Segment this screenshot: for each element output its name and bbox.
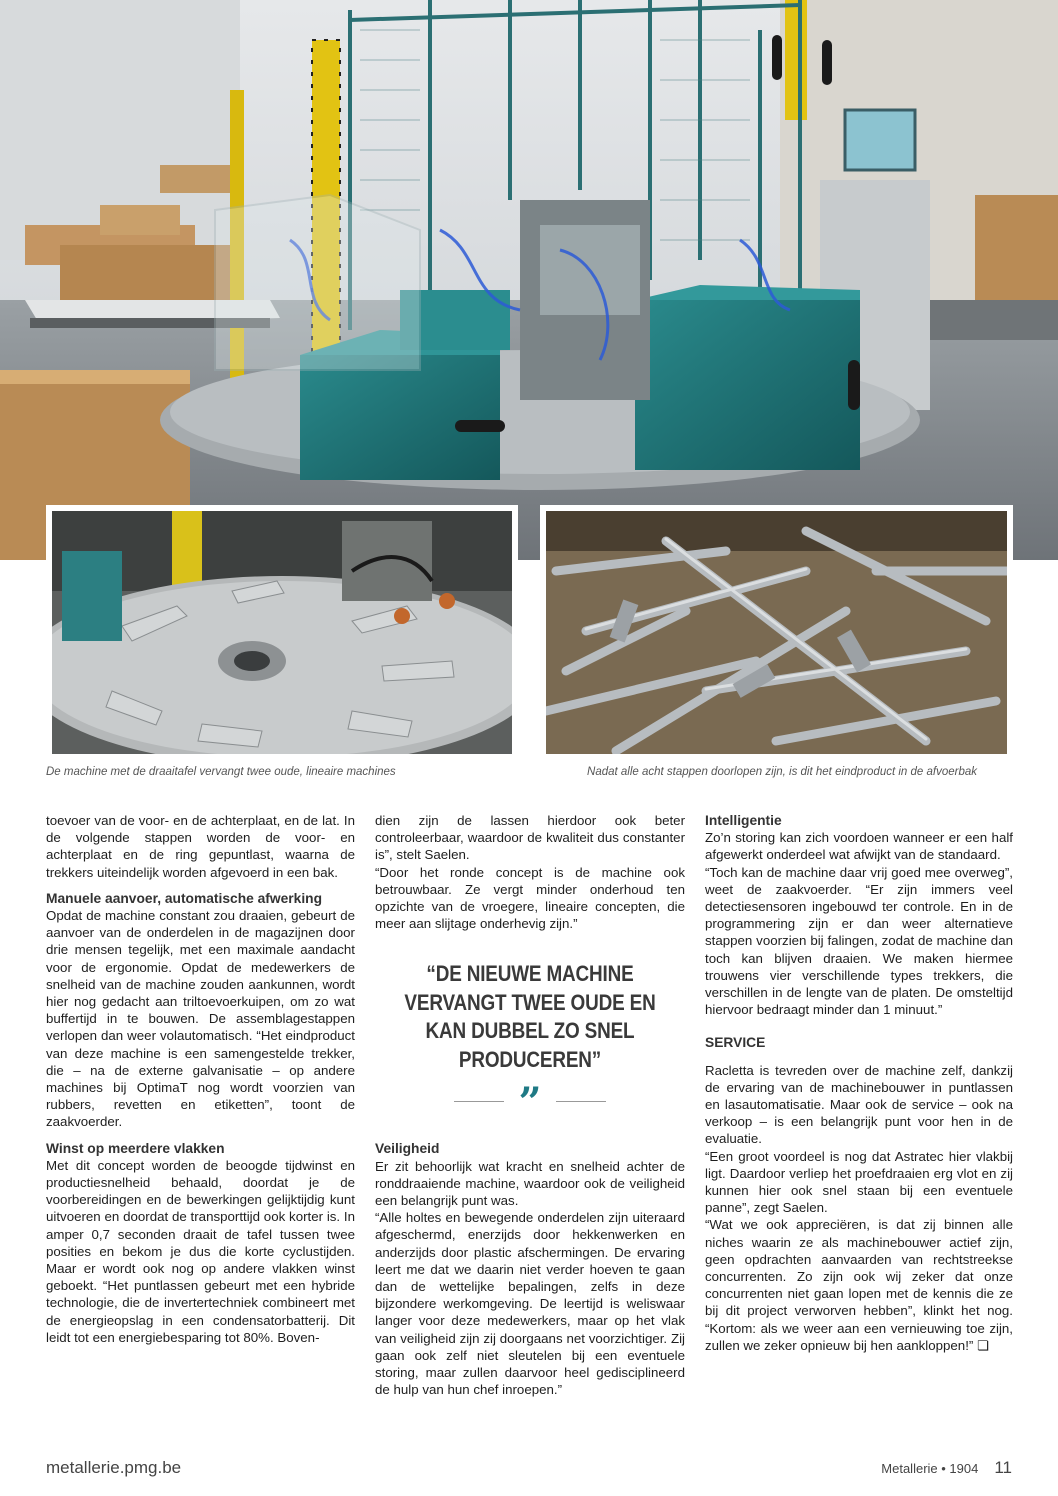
spacer	[46, 881, 355, 890]
paragraph: Er zit behoorlijk wat kracht en snelheid achter de ronddraaiende machine, waardoor ook de veiligheid een belangrijk punt was.	[375, 1158, 685, 1209]
article-column-1	[46, 812, 355, 1346]
photo-rotary-table	[46, 505, 518, 760]
photo-end-product-bin	[540, 505, 1013, 760]
paragraph: Zo’n storing kan zich voordoen wanneer er een half afgewerkt onderdeel wat afwijkt van de standaard.	[705, 830, 1013, 863]
hero-photo-illustration	[0, 0, 1058, 560]
paragraph: Opdat de machine constant zou draaien, gebeurt de aanvoer van de onderdelen in de magazijnen door drie mensen tegelijk, met een maximale aandacht voor de ergonomie. Opdat de medewerkers de snelheid van de machine zouden aankunnen, wordt hier nog gedacht aan triltoevoerkuipen, om zo wat buffertijd in te bouwen. De assemblagestappen verlopen dan weer volautomatisch. “Het eindproduct van deze machine is een samengestelde trekker, die – na de externe galvanisatie – op andere machines bij OptimaT nog wordt voorzien van rubbers, revetten en etiketten”, toont de zaakvoerder.	[46, 908, 355, 1130]
pull-quote: “DE NIEUWE MACHINE VERVANGT TWEE OUDE EN KAN DUBBEL ZO SNEL PRODUCEREN”	[404, 961, 656, 1072]
footer-website-link[interactable]: metallerie.pmg.be	[46, 1458, 182, 1477]
end-mark-icon: ❏	[977, 1337, 989, 1353]
paragraph: “Toch kan de machine daar vrij goed mee overweg”, weet de zaakvoerder. “Er zijn immers veel detectiesensoren ingebouwd ter controle. En in de programmering zijn er dan weer alternatieve stappen voorzien bij falingen, zodat de machine dan toch kan blijven draaien. We maken hiermee trouwens vier verschillende types trekkers, die verschillen in de lengte van de platen. De omsteltijd hiervoor bedraagt minder dan 1 minuut.”	[705, 864, 1013, 1018]
footer-issue-label: Metallerie • 1904	[881, 1461, 979, 1476]
caption-right: Nadat alle acht stappen doorlopen zijn, is dit het eindproduct in de afvoerbak	[587, 766, 977, 778]
paragraph: “Door het ronde concept is de machine ook betrouwbaar. Ze vergt minder onderhoud ten opzichte van de vroegere, lineaire concepten, die meer aan slijtage onderhevig zijn.”	[375, 864, 685, 932]
paragraph-intro: toevoer van de voor- en de achterplaat, en de lat. In de volgende stappen worden de voor- en achterplaat en de ring gepuntlast, waarna de trekkers uiteindelijk worden afgevoerd in een bak.	[46, 813, 355, 880]
divider	[454, 1101, 504, 1102]
paragraph: dien zijn de lassen hierdoor ook beter controleerbaar, waardoor de kwaliteit dus constanter is”, stelt Saelen.	[375, 813, 685, 863]
subheading-winst: Winst op meerdere vlakken	[46, 1140, 225, 1156]
article-column-2	[375, 812, 685, 1398]
paragraph: “Alle holtes en bewegende onderdelen zijn uiteraard afgeschermd, enerzijds door hekkenwerken en anderzijds door plastic afschermingen. De ervaring leert me dat we daarin niet verder hoeven te gaan dan de wettelijke bepalingen, zelfs in deze bijzondere werkomgeving. De leertijd is weliswaar langer voor deze medewerkers, maar op het vlak van veiligheid zijn zij doorgaans net voorzichtiger. Zij gaan ook zelf niet sleutelen bij een eventuele storing, maar zullen daarvoor heel gedisciplineerd de hulp van hun chef inroepen.”	[375, 1210, 685, 1398]
paragraph-final	[705, 1216, 1013, 1354]
quote-mark-icon: ”	[518, 1079, 542, 1127]
quote-ornament	[375, 1079, 685, 1127]
article-column-3	[705, 812, 1013, 1354]
hero-photo	[0, 0, 1058, 560]
footer-issue	[881, 1458, 1012, 1478]
caption-left: De machine met de draaitafel vervangt twee oude, lineaire machines	[46, 766, 396, 778]
rotary-table-illustration	[52, 511, 512, 754]
page-number: 11	[994, 1458, 1012, 1477]
paragraph: Met dit concept worden de beoogde tijdwinst en productiesnelheid behaald, doordat je de voorbereidingen en de bewerkingen gelijktijdig kunt uitvoeren en doordat de transporttijd ook korter is. In amper 0,7 seconden draait de tafel tussen twee posities en bekom je dus die korte cyclustijden. Maar er wordt ook nog op andere vlakken winst geboekt. “Het puntlassen gebeurt met een hybride technologie, die de invertertechniek combineert met de energieopslag in een condensatorbatterij. Dit leidt tot een energiebesparing tot 80%. Boven-	[46, 1157, 355, 1345]
spacer	[46, 1131, 355, 1140]
divider	[556, 1101, 606, 1102]
subheading-service: SERVICE	[705, 1035, 766, 1051]
subheading-manuele-aanvoer: Manuele aanvoer, automatische afwerking	[46, 890, 323, 906]
paragraph: Racletta is tevreden over de machine zelf, dankzij de ervaring van de machinebouwer in puntlassen en lasautomatisatie. Maar ook de service – ook na verkoop – is een belangrijk punt voor hen in de evaluatie.	[705, 1062, 1013, 1147]
paragraph: “Een groot voordeel is nog dat Astratec hier vlakbij ligt. Daardoor verliep het proefdraaien erg vlot en zij kunnen hier ook snel staan bij een eventuele panne”, zegt Saelen.	[705, 1148, 1013, 1216]
subheading-veiligheid: Veiligheid	[375, 1141, 440, 1157]
paragraph-final-text: “Wat we ook appreciëren, is dat zij binnen alle niches waarin ze als machinebouwer actief zijn, geen opdrachten aanvaarden van rechtstreekse concurrenten. Zo zijn ook wij zeker dat onze concurrenten niet gaan lopen met de kennis die ze bij dit project verworven hebben”, klinkt het nog. “Kortom: als we weer aan een vernieuwing toe zijn, zullen we zeker opnieuw bij hen aankloppen!”	[705, 1217, 1013, 1353]
subheading-intelligentie: Intelligentie	[705, 813, 782, 828]
end-product-illustration	[546, 511, 1007, 754]
